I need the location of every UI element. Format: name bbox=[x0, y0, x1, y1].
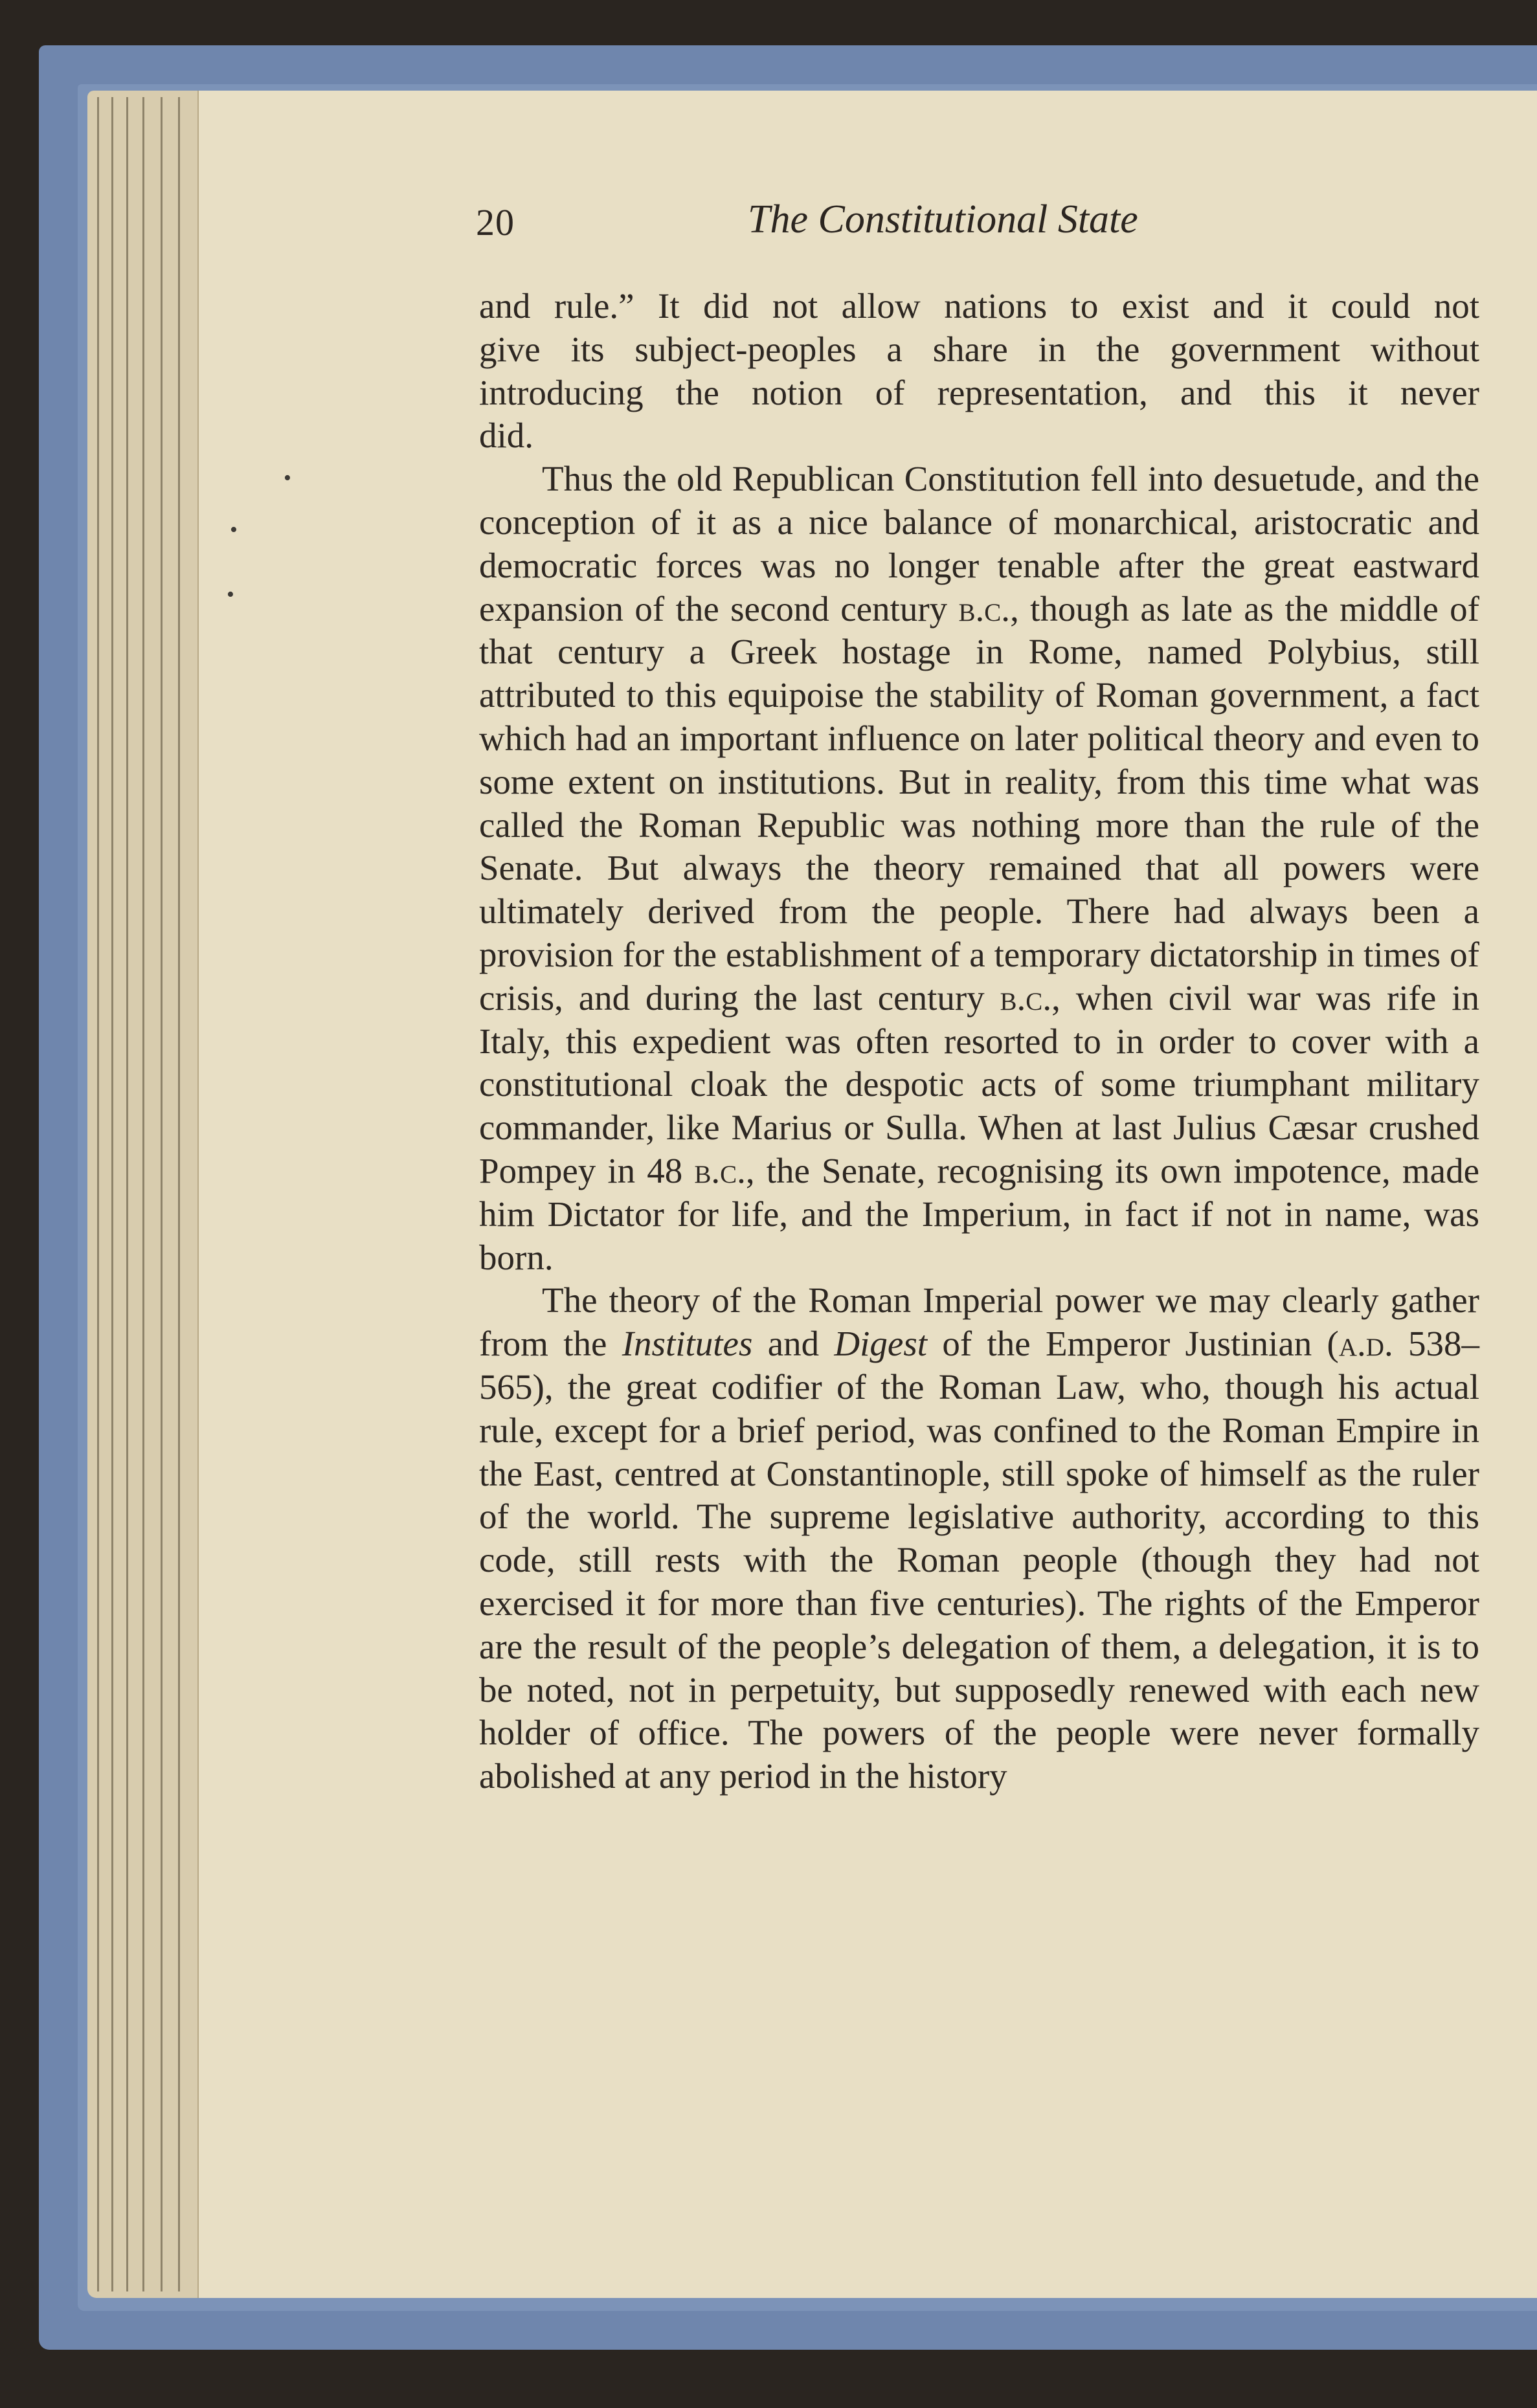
work-title: Digest bbox=[834, 1324, 928, 1364]
text-run: Thus the old Republican Constitution fell into desuetude, and the conception of it as a nice balance of monarchical, aristocratic and democratic forces was no longer tenable after the great eastward expansion of the second century bbox=[479, 459, 1479, 629]
text-line: and rule.” It did not allow nations to exist and it could not bbox=[479, 286, 1479, 326]
era-abbreviation: b.c. bbox=[958, 588, 1011, 629]
text-run: and bbox=[752, 1324, 835, 1364]
text-run: The theory of the Roman Imperial power we may clearly gather from the bbox=[479, 1280, 1479, 1364]
text-line: introducing the notion of representation, and this it never bbox=[479, 372, 1479, 412]
text-run: of the Emperor Justinian ( bbox=[927, 1324, 1339, 1364]
era-abbreviation: b.c. bbox=[1000, 977, 1052, 1018]
text-run: 538–565), the great codifier of the Roman Law, who, though his actual rule, except for a brief period, was confined to the Roman Empire in the East, centred at Constantinople, still spoke of himself as the ruler of the world. The supreme legislative authority, according to this code, still rests with the Roman people (though they had not exercised it for more than five centuries). The rights of the Emperor are the result of the people’s delegation of them, a delegation, it is to be noted, not in perpetuity, but supposedly renewed with each new holder of office. The powers of the people were never formally abolished at any period in the history bbox=[479, 1324, 1480, 1796]
margin-mark: • bbox=[284, 466, 291, 490]
paragraph bbox=[479, 1279, 1479, 1798]
era-abbreviation: a.d. bbox=[1338, 1324, 1393, 1364]
margin-mark: • bbox=[227, 583, 234, 607]
body-text bbox=[479, 285, 1479, 1798]
era-abbreviation: b.c. bbox=[694, 1150, 746, 1190]
text-run: , though as late as the middle of that century a Greek hostage in Rome, named Polybius, still attributed to this equipoise the stability of Roman government, a fact which had an important influence on later political theory and even to some extent on institutions. But in reality, from this time what was called the Roman Republic was nothing more than the rule of the Senate. But always the theory remained that all powers were ultimately derived from the people. There had always been a provision for the establishment of a temporary dictatorship in times of crisis, and during the last century bbox=[479, 588, 1479, 1018]
paragraph bbox=[479, 285, 1479, 458]
running-title: The Constitutional State bbox=[748, 197, 1138, 241]
work-title: Institutes bbox=[622, 1324, 753, 1364]
page-number: 20 bbox=[476, 201, 515, 243]
paragraph bbox=[479, 458, 1479, 1279]
text-line: did. bbox=[479, 416, 534, 456]
text-run: , when civil war was rife in Italy, this expedient was often resorted to in order to cover with a constitutional cloak the despotic acts of some triumphant military commander, like Marius or Sulla. When at last Julius Cæsar crushed Pompey in 48 bbox=[479, 977, 1479, 1190]
page-header bbox=[476, 197, 1525, 259]
margin-mark: • bbox=[230, 518, 238, 542]
text-line: give its subject-peoples a share in the government without bbox=[479, 329, 1479, 369]
text-run: , the Senate, recognising its own impotence, made him Dictator for life, and the Imperium, in fact if not in name, was born. bbox=[479, 1150, 1479, 1277]
